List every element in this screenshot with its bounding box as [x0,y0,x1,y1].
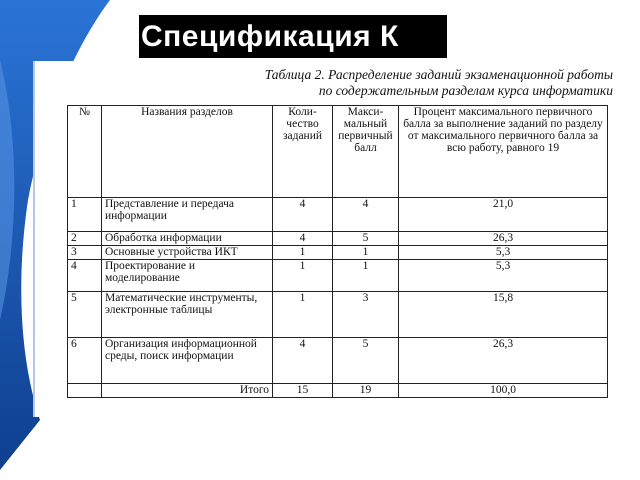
table-row [68,260,608,292]
total-blank [68,384,102,398]
table-row [68,246,608,260]
row-max: 5 [333,338,399,384]
header-row [68,106,608,198]
row-max: 5 [333,232,399,246]
row-num: 4 [68,260,102,292]
row-count: 1 [273,246,333,260]
row-max: 1 [333,260,399,292]
header-num: № [68,106,102,198]
row-num: 1 [68,198,102,232]
total-label: Итого [102,384,273,398]
total-count: 15 [273,384,333,398]
row-count: 4 [273,338,333,384]
caption-line-2: по содержательным разделам курса информатики [318,83,613,98]
row-num: 6 [68,338,102,384]
row-num: 2 [68,232,102,246]
row-count: 1 [273,260,333,292]
total-row [68,384,608,398]
row-name: Основные устройства ИКТ [102,246,273,260]
table-caption [193,67,613,99]
header-percent: Процент максимального первичного балла за выполнение заданий по разделу от максимального первичного балла за всю работу, равного 19 [399,106,608,198]
header-max: Макси-мальный первичный балл [333,106,399,198]
total-max: 19 [333,384,399,398]
row-percent: 26,3 [399,338,608,384]
row-name: Организация информационной среды, поиск информации [102,338,273,384]
row-max: 4 [333,198,399,232]
document-image [33,61,613,417]
row-percent: 21,0 [399,198,608,232]
caption-line-1: Таблица 2. Распределение заданий экзаменационной работы [264,67,613,82]
slide-title: Спецификация К [139,15,447,58]
row-num: 5 [68,292,102,338]
row-num: 3 [68,246,102,260]
row-percent: 5,3 [399,260,608,292]
row-max: 3 [333,292,399,338]
header-name: Названия разделов [102,106,273,198]
row-name: Представление и передача информации [102,198,273,232]
row-count: 1 [273,292,333,338]
table-row [68,232,608,246]
row-count: 4 [273,232,333,246]
row-max: 1 [333,246,399,260]
header-count: Коли-чество заданий [273,106,333,198]
distribution-table [67,105,608,398]
row-percent: 15,8 [399,292,608,338]
document-edge [33,61,35,417]
row-name: Обработка информации [102,232,273,246]
row-percent: 26,3 [399,232,608,246]
total-percent: 100,0 [399,384,608,398]
table-row [68,198,608,232]
row-name: Математические инструменты, электронные таблицы [102,292,273,338]
row-percent: 5,3 [399,246,608,260]
table-row [68,338,608,384]
row-name: Проектирование и моделирование [102,260,273,292]
row-count: 4 [273,198,333,232]
table-row [68,292,608,338]
